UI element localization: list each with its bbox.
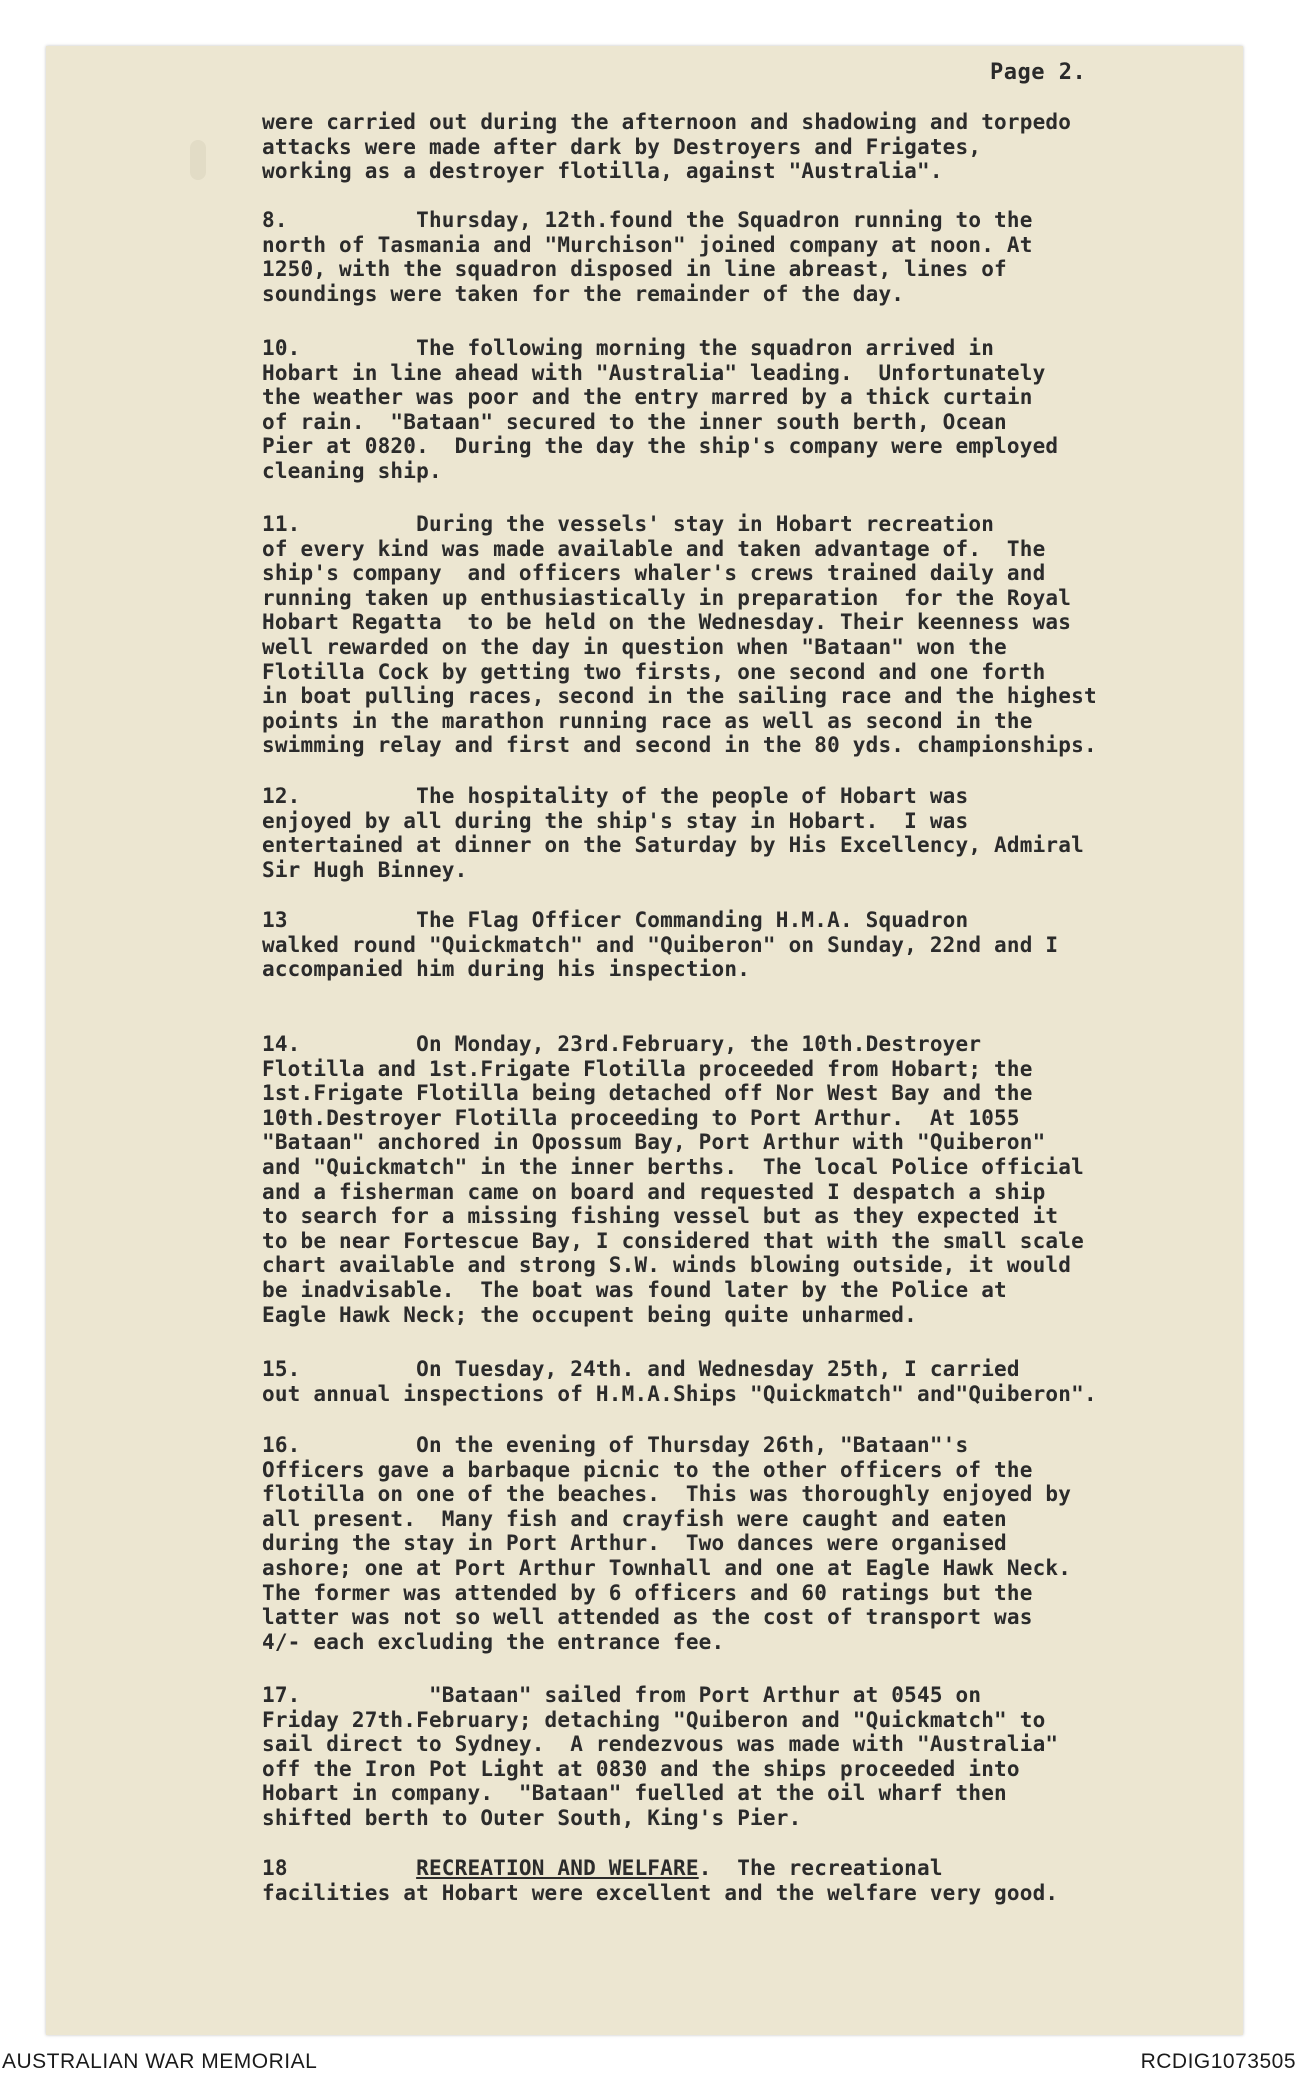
paragraph-8: 8. Thursday, 12th.found the Squadron running to the north of Tasmania and "Murchison" joined company at noon. At 1250, with the squadron disposed in line abreast, lines of soundings were taken for the remainder of the day. (262, 208, 1033, 306)
paragraph-10: 10. The following morning the squadron arrived in Hobart in line ahead with "Australia" leading. Unfortunately the weather was poor and the entry marred by a thick curtain of rain. "Bataan" secured to the inner south berth, Ocean Pier at 0820. During the day the ship's company were employed cleaning ship. (262, 336, 1059, 483)
paragraph-17: 17. "Bataan" sailed from Port Arthur at 0545 on Friday 27th.February; detaching "Quiberon and "Quickmatch" to sail direct to Sydney. A rendezvous was made with "Australia" off the Iron Pot Light at 0830 and the ships proceeded into Hobart in company. "Bataan" fuelled at the oil wharf then shifted berth to Outer South, King's Pier. (262, 1683, 1059, 1830)
paragraph-16: 16. On the evening of Thursday 26th, "Bataan"'s Officers gave a barbaque picnic to the other officers of the flotilla on one of the beaches. This was thoroughly enjoyed by all present. Many fish and crayfish were caught and eaten during the stay in Port Arthur. Two dances were organised ashore; one at Port Arthur Townhall and one at Eagle Hawk Neck. The former was attended by 6 officers and 60 ratings but the latter was not so well attended as the cost of transport was 4/- each excluding the entrance fee. (262, 1433, 1072, 1654)
paragraph-continuation: were carried out during the afternoon and shadowing and torpedo attacks were made after dark by Destroyers and Frigates, working as a destroyer flotilla, against "Australia". (262, 110, 1072, 184)
paragraph-18-line2: facilities at Hobart were excellent and the welfare very good. (262, 1880, 1059, 1905)
footer-source: AUSTRALIAN WAR MEMORIAL (2, 2050, 318, 2073)
paragraph-15: 15. On Tuesday, 24th. and Wednesday 25th, I carried out annual inspections of H.M.A.Ships "Quickmatch" and"Quiberon". (262, 1357, 1097, 1406)
paragraph-13: 13 The Flag Officer Commanding H.M.A. Squadron walked round "Quickmatch" and "Quiberon" on Sunday, 22nd and I accompanied him during his inspection. (262, 908, 1059, 982)
paragraph-18 (262, 1856, 1242, 1905)
page-number: Page 2. (990, 60, 1087, 85)
paragraph-14: 14. On Monday, 23rd.February, the 10th.Destroyer Flotilla and 1st.Frigate Flotilla proceeded from Hobart; the 1st.Frigate Flotilla being detached off Nor West Bay and the 10th.Destroyer Flotilla proceeding to Port Arthur. At 1055 "Bataan" anchored in Opossum Bay, Port Arthur with "Quiberon" and "Quickmatch" in the inner berths. The local Police official and a fisherman came on board and requested I despatch a ship to search for a missing fishing vessel but as they expected it to be near Fortescue Bay, I considered that with the small scale chart available and strong S.W. winds blowing outside, it would be inadvisable. The boat was found later by the Police at Eagle Hawk Neck; the occupent being quite unharmed. (262, 1032, 1084, 1327)
paragraph-11: 11. During the vessels' stay in Hobart recreation of every kind was made available and taken advantage of. The ship's company and officers whaler's crews trained daily and running taken up enthusiastically in preparation for the Royal Hobart Regatta to be held on the Wednesday. Their keenness was well rewarded on the day in question when "Bataan" won the Flotilla Cock by getting two firsts, one second and one forth in boat pulling races, second in the sailing race and the highest points in the marathon running race as well as second in the swimming relay and first and second in the 80 yds. championships. (262, 512, 1097, 758)
footer-id: RCDIG1073505 (1140, 2050, 1296, 2073)
paragraph-18-number: 18 (262, 1856, 288, 1880)
paragraph-18-line1-rest: . The recreational (698, 1856, 943, 1880)
punch-hole-mark (190, 140, 206, 180)
paragraph-12: 12. The hospitality of the people of Hobart was enjoyed by all during the ship's stay in Hobart. I was entertained at dinner on the Saturday by His Excellency, Admiral Sir Hugh Binney. (262, 784, 1084, 882)
recreation-welfare-heading: RECREATION AND WELFARE (416, 1856, 699, 1880)
